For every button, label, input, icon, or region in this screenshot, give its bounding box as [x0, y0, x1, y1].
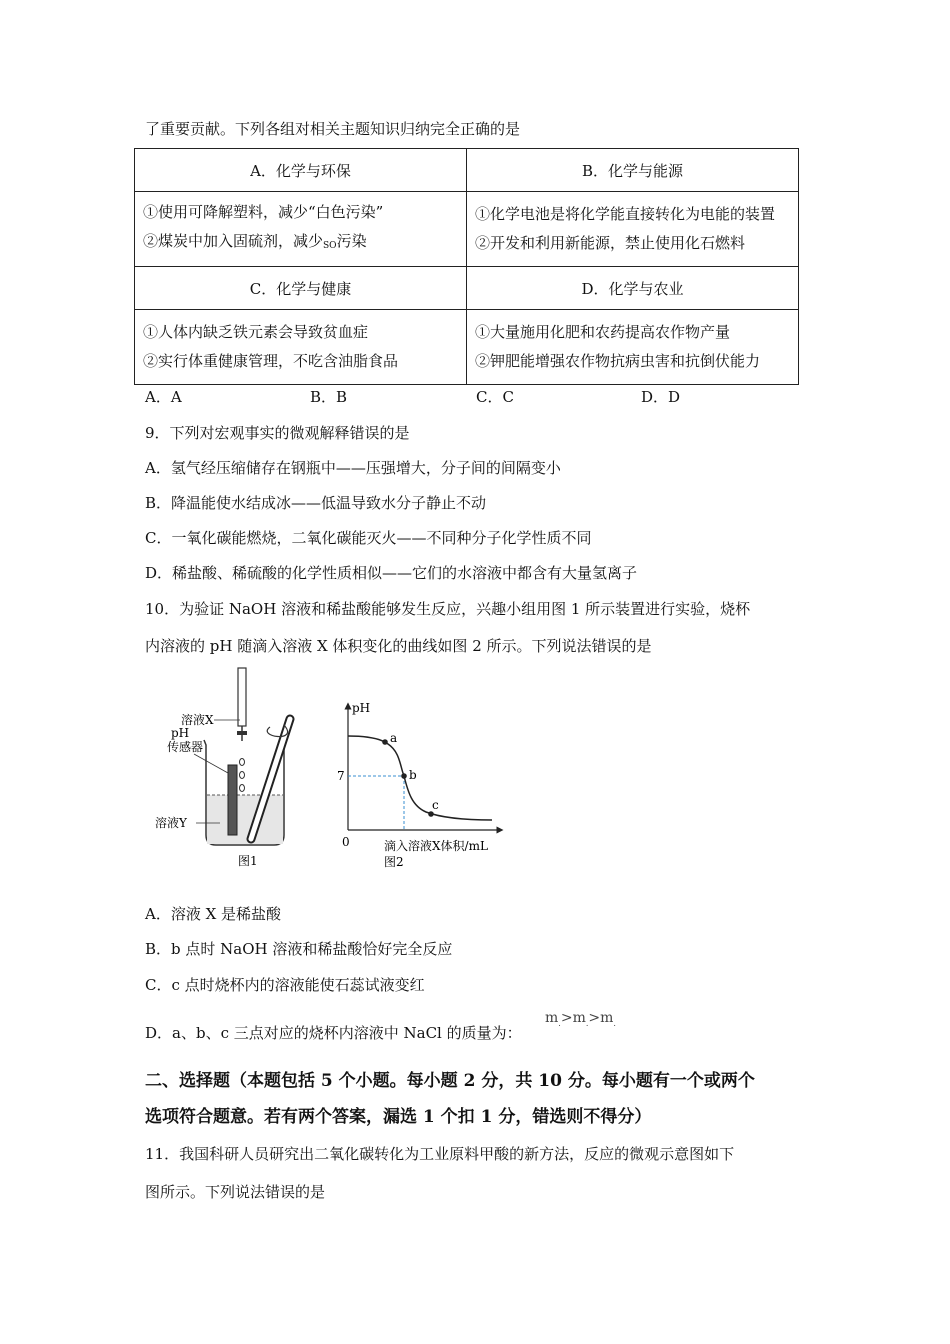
ph-sensor-probe: [228, 765, 237, 835]
figure-2-caption: 图2: [384, 855, 404, 869]
origin-label: 0: [342, 835, 350, 849]
q10-option-d: D．a、b、c 三点对应的烧杯内溶液中 NaCl 的质量为：: [145, 1024, 522, 1042]
label-solution-x: 溶液X: [181, 713, 214, 727]
label-sensor: 传感器: [167, 740, 204, 754]
point-a-label: a: [390, 731, 398, 745]
q9-option-c: C．一氧化碳能燃烧，二氧化碳能灭火——不同种分子化学性质不同: [145, 529, 592, 547]
q10-stem-line-1: 10．为验证 NaOH 溶液和稀盐酸能够发生反应，兴趣小组用图 1 所示装置进行实验，烧杯: [145, 600, 751, 618]
cell-d-line-2: ②钾肥能增强农作物抗病虫害和抗倒伏能力: [475, 352, 761, 370]
cell-b-line-2: ②开发和利用新能源，禁止使用化石燃料: [475, 234, 746, 252]
q9-stem: 9．下列对宏观事实的微观解释错误的是: [145, 424, 410, 442]
q8-option-b: B．B: [310, 388, 348, 406]
table-header-a: A．化学与环保: [135, 149, 467, 192]
table-header-c: C．化学与健康: [135, 267, 467, 310]
drop: [240, 759, 245, 766]
table-cell-d: [467, 310, 799, 385]
q10-option-c: C．c 点时烧杯内的溶液能使石蕊试液变红: [145, 976, 425, 994]
cell-c-line-2: ②实行体重健康管理，不吃含油脂食品: [143, 352, 399, 370]
table-cell-c: [135, 310, 467, 385]
q11-stem-line-1: 11．我国科研人员研究出二氧化碳转化为工业原料甲酸的新方法，反应的微观示意图如下: [145, 1145, 735, 1163]
table-cell-a: [135, 192, 467, 267]
table-cell-b: [467, 192, 799, 267]
q8-option-a: A．A: [145, 388, 182, 406]
cell-a-line-2: ②煤炭中加入固硫剂，减少$_{SO}$污染: [143, 231, 367, 251]
q8-option-c: C．C: [476, 388, 514, 406]
solution-y: [207, 795, 283, 844]
section-2-heading-line-2: 选项符合题意。若有两个答案，漏选 1 个扣 1 分，错选则不得分）: [145, 1107, 652, 1127]
cell-a-line-1: ①使用可降解塑料，减少“白色污染”: [143, 202, 384, 221]
label-ph: pH: [171, 726, 190, 740]
q8-option-d: D．D: [641, 388, 681, 406]
tick-7: 7: [337, 769, 345, 783]
q9-option-d: D．稀盐酸、稀硫酸的化学性质相似——它们的水溶液中都含有大量氢离子: [145, 564, 638, 582]
q11-stem-line-2: 图所示。下列说法错误的是: [145, 1183, 326, 1201]
x-axis-label: 滴入溶液X体积/mL: [384, 839, 488, 853]
knowledge-table: [134, 148, 799, 385]
q9-option-b: B．降温能使水结成冰——低温导致水分子静止不动: [145, 494, 487, 512]
point-b-label: b: [409, 768, 417, 782]
ph-curve: [348, 736, 492, 820]
q10-option-b: B．b 点时 NaOH 溶液和稀盐酸恰好完全反应: [145, 940, 453, 958]
burette-tube: [238, 668, 246, 726]
cell-c-line-1: ①人体内缺乏铁元素会导致贫血症: [143, 323, 369, 341]
figure-1-apparatus: [150, 665, 310, 875]
point-a: [382, 739, 388, 745]
q9-option-a: A．氢气经压缩储存在钢瓶中——压强增大，分子间的间隔变小: [145, 459, 561, 477]
cell-d-line-1: ①大量施用化肥和农药提高农作物产量: [475, 323, 731, 341]
so2-formula: SO: [323, 240, 337, 251]
point-c: [428, 811, 434, 817]
section-2-heading-line-1: 二、选择题（本题包括 5 个小题。每小题 2 分，共 10 分。每小题有一个或两个: [145, 1071, 755, 1091]
question-intro: 了重要贡献。下列各组对相关主题知识归纳完全正确的是: [145, 120, 521, 138]
table-header-b: B．化学与能源: [467, 149, 799, 192]
y-axis-label: pH: [352, 701, 371, 715]
drop: [240, 785, 245, 792]
drop: [240, 772, 245, 779]
table-header-d: D．化学与农业: [467, 267, 799, 310]
q10-option-a: A．溶液 X 是稀盐酸: [145, 905, 282, 923]
q10-stem-line-2: 内溶液的 pH 随滴入溶液 X 体积变化的曲线如图 2 所示。下列说法错误的是: [145, 637, 652, 655]
figure-2-ph-chart: [330, 700, 510, 880]
mass-comparison: $m_.>m_.>m_.$: [545, 1010, 616, 1028]
point-c-label: c: [432, 798, 439, 812]
label-solution-y: 溶液Y: [155, 816, 187, 830]
point-b: [401, 773, 407, 779]
cell-b-line-1: ①化学电池是将化学能直接转化为电能的装置: [475, 205, 776, 223]
figure-1-caption: 图1: [238, 854, 258, 868]
